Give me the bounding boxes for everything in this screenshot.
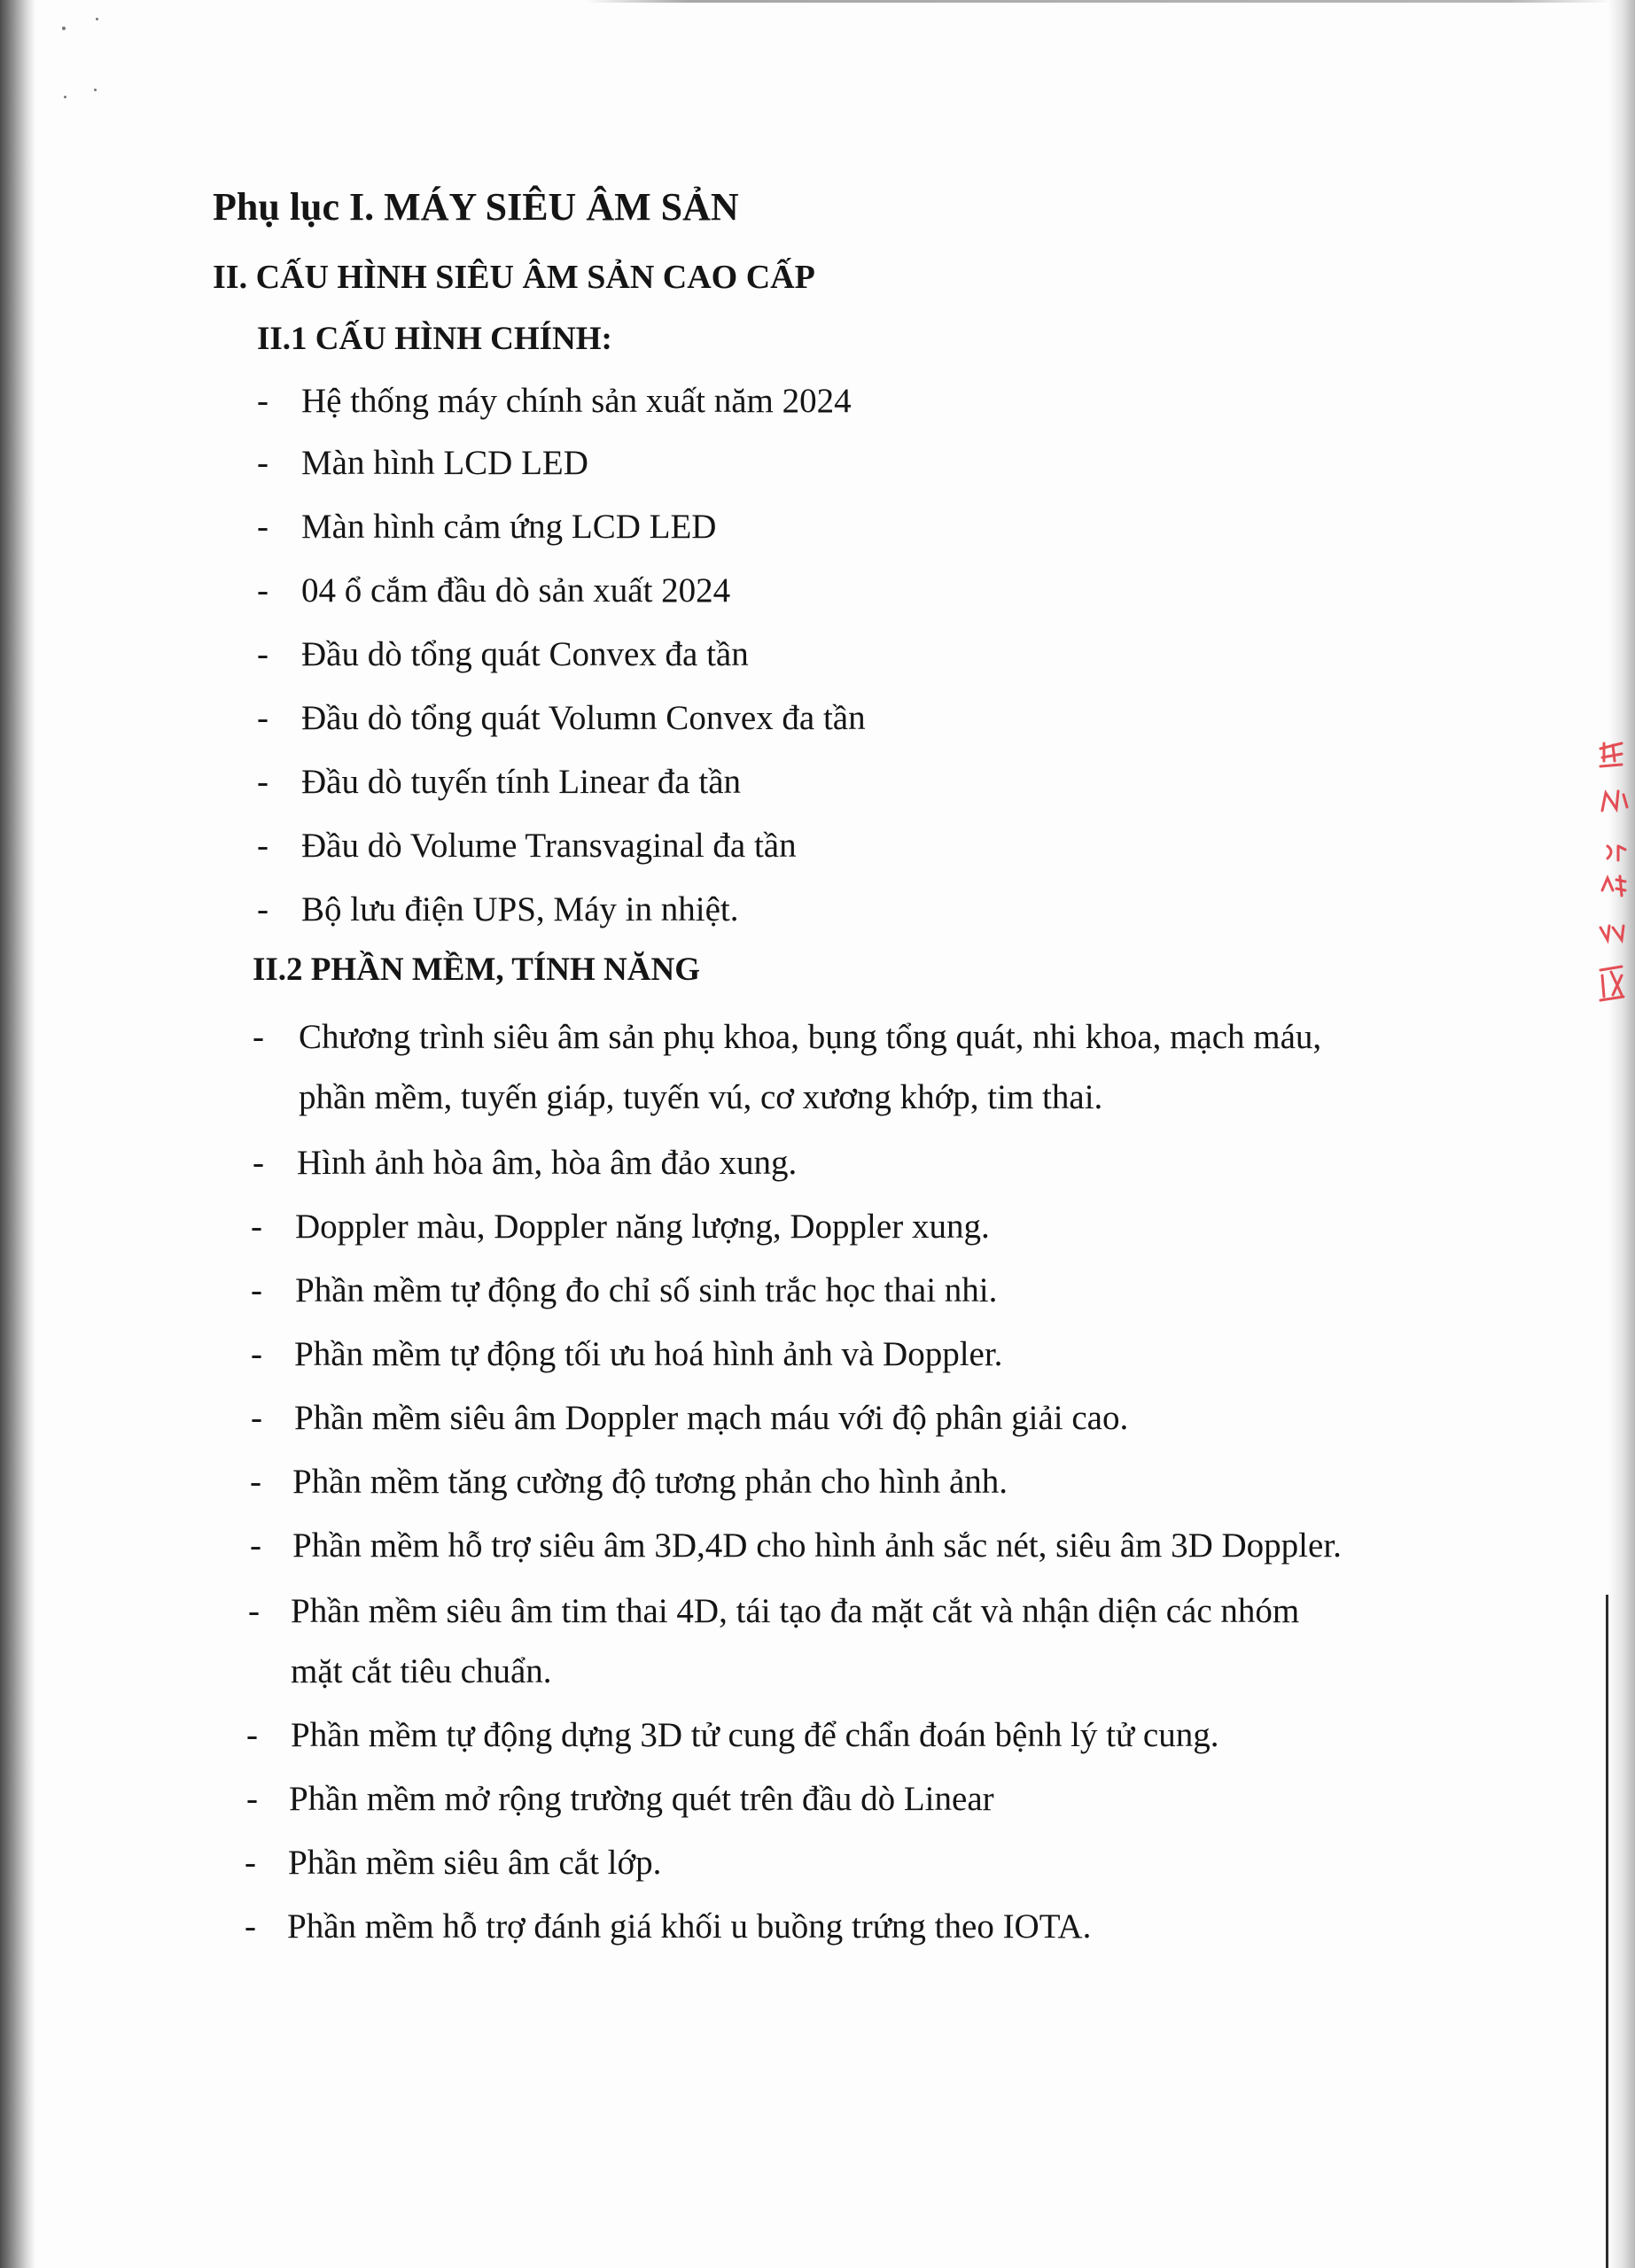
list-item-continuation: mặt cắt tiêu chuẩn.	[291, 1652, 552, 1690]
list-bullet: -	[253, 1144, 264, 1182]
subsection-1-heading: II.1 CẤU HÌNH CHÍNH:	[257, 321, 612, 357]
list-bullet: -	[250, 1463, 261, 1501]
list-bullet: -	[257, 382, 269, 420]
list-item: Màn hình cảm ứng LCD LED	[301, 508, 717, 546]
list-bullet: -	[257, 508, 269, 546]
list-bullet: -	[257, 890, 269, 928]
list-bullet: -	[251, 1208, 262, 1246]
list-bullet: -	[248, 1592, 260, 1630]
list-item: Phần mềm hỗ trợ siêu âm 3D,4D cho hình ảnh sắc nét, siêu âm 3D Doppler.	[292, 1526, 1342, 1565]
list-item: Màn hình LCD LED	[301, 444, 588, 482]
list-bullet: -	[257, 699, 269, 737]
section-heading: II. CẤU HÌNH SIÊU ÂM SẢN CAO CẤP	[213, 259, 815, 296]
scan-left-edge-shadow	[0, 0, 35, 2268]
list-item: Phần mềm tự động đo chỉ số sinh trắc học thai nhi.	[295, 1271, 998, 1309]
scan-right-edge-shadow	[1608, 0, 1635, 2268]
list-item: Đầu dò tuyến tính Linear đa tần	[301, 763, 742, 801]
list-item: Phần mềm siêu âm Doppler mạch máu với độ phân giải cao.	[294, 1399, 1129, 1437]
scan-speck	[64, 96, 66, 98]
list-item: 04 ổ cắm đầu dò sản xuất 2024	[301, 571, 731, 610]
list-bullet: -	[245, 1907, 256, 1946]
subsection-2-heading: II.2 PHẦN MỀM, TÍNH NĂNG	[253, 951, 700, 988]
list-item: Chương trình siêu âm sản phụ khoa, bụng tổng quát, nhi khoa, mạch máu,	[299, 1018, 1322, 1056]
list-bullet: -	[257, 571, 269, 610]
list-bullet: -	[257, 763, 269, 801]
list-bullet: -	[253, 1018, 264, 1056]
list-item: Phần mềm mở rộng trường quét trên đầu dò Linear	[289, 1780, 994, 1818]
list-bullet: -	[257, 635, 269, 673]
list-item: Phần mềm tự động tối ưu hoá hình ảnh và Doppler.	[294, 1335, 1003, 1373]
list-bullet: -	[250, 1526, 261, 1565]
list-item: Phần mềm tự động dựng 3D tử cung để chẩn đoán bệnh lý tử cung.	[291, 1716, 1219, 1754]
list-bullet: -	[257, 444, 269, 482]
page-title: Phụ lục I. MÁY SIÊU ÂM SẢN	[213, 185, 739, 229]
scan-top-smear	[585, 0, 1613, 3]
list-item: Hệ thống máy chính sản xuất năm 2024	[301, 382, 852, 420]
red-stamp-fragment-icon	[1595, 731, 1631, 1023]
list-bullet: -	[251, 1399, 262, 1437]
list-item: Đầu dò tổng quát Convex đa tần	[301, 635, 749, 673]
list-item: Hình ảnh hòa âm, hòa âm đảo xung.	[297, 1144, 798, 1182]
scan-right-edge-line	[1606, 1595, 1608, 2268]
scan-speck	[94, 89, 97, 91]
list-bullet: -	[251, 1271, 262, 1309]
scan-speck	[62, 27, 66, 30]
list-item: Doppler màu, Doppler năng lượng, Doppler xung.	[295, 1208, 990, 1246]
list-bullet: -	[257, 827, 269, 865]
list-item: Đầu dò Volume Transvaginal đa tần	[301, 827, 797, 865]
list-item: Đầu dò tổng quát Volumn Convex đa tần	[301, 699, 866, 737]
list-item: Phần mềm tăng cường độ tương phản cho hình ảnh.	[292, 1463, 1008, 1501]
list-bullet: -	[246, 1780, 258, 1818]
list-item-continuation: phần mềm, tuyến giáp, tuyến vú, cơ xương khớp, tim thai.	[299, 1078, 1103, 1116]
list-item: Phần mềm siêu âm tim thai 4D, tái tạo đa mặt cắt và nhận diện các nhóm	[291, 1592, 1300, 1630]
list-bullet: -	[251, 1335, 262, 1373]
list-item: Phần mềm hỗ trợ đánh giá khối u buồng trứng theo IOTA.	[287, 1907, 1092, 1946]
list-bullet: -	[245, 1844, 256, 1882]
list-item: Phần mềm siêu âm cắt lớp.	[288, 1844, 662, 1882]
list-bullet: -	[246, 1716, 258, 1754]
list-item: Bộ lưu điện UPS, Máy in nhiệt.	[301, 890, 739, 928]
scan-speck	[96, 18, 98, 20]
